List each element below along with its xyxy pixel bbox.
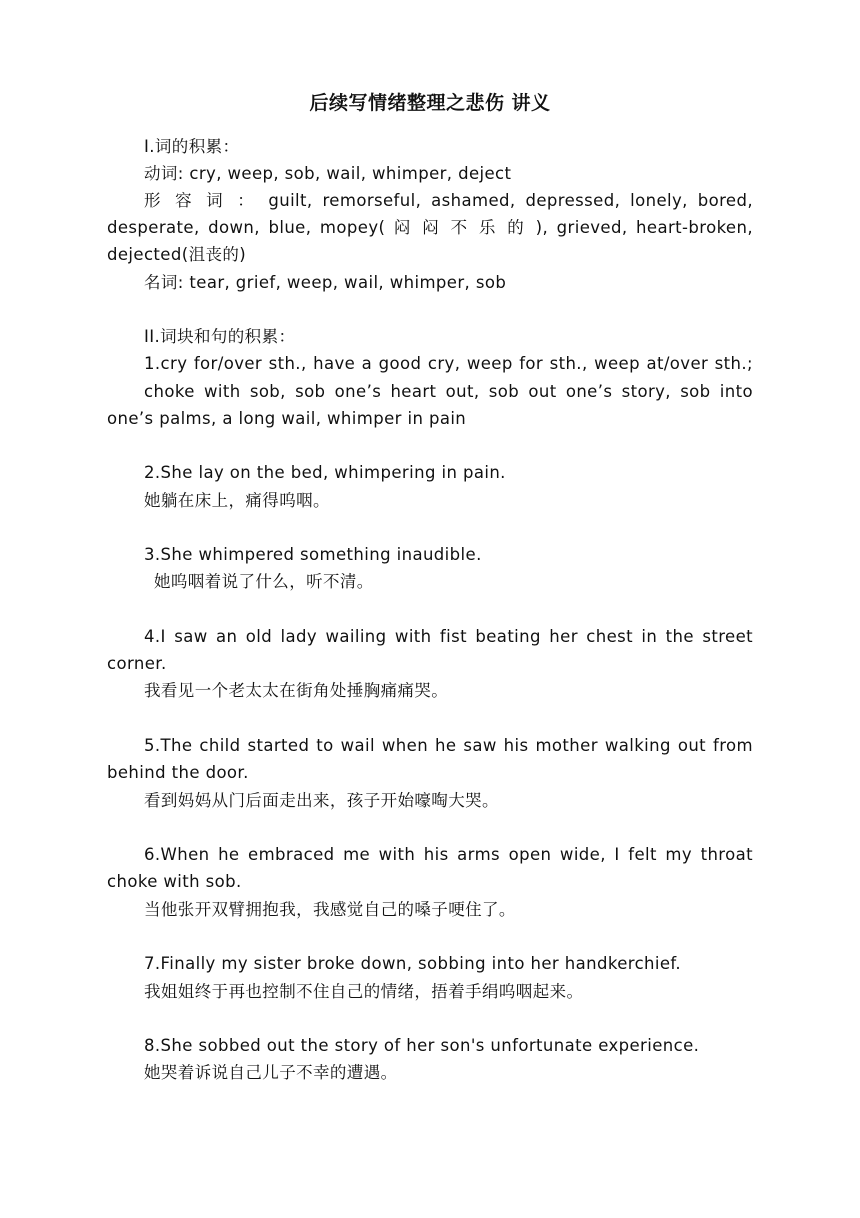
item6-chinese: 当他张开双臂拥抱我，我感觉自己的嗓子哽住了。 — [144, 900, 516, 919]
item1-line-2: choke with sob, sob one’s heart out, sob out one’s story, sob into — [144, 382, 753, 401]
item2-english: 2.She lay on the bed, whimpering in pain. — [144, 463, 506, 482]
section1-heading: I.词的积累： — [144, 137, 240, 156]
item8-english: 8.She sobbed out the story of her son's unfortunate experience. — [144, 1036, 700, 1055]
item5-english-line-1: 5.The child started to wail when he saw his mother walking out from — [144, 736, 753, 755]
item1-line-1: 1.cry for/over sth., have a good cry, weep for sth., weep at/over sth.; — [144, 354, 753, 373]
item3-english: 3.She whimpered something inaudible. — [144, 545, 482, 564]
item4-chinese: 我看见一个老太太在街角处捶胸痛痛哭。 — [144, 681, 449, 700]
item6-english-line-2: choke with sob. — [107, 872, 242, 891]
adjectives-line-3: dejected(沮丧的) — [107, 245, 247, 264]
item5-chinese: 看到妈妈从门后面走出来，孩子开始嚎啕大哭。 — [144, 791, 499, 810]
item6-english-line-1: 6.When he embraced me with his arms open wide, I felt my throat — [144, 845, 753, 864]
adjectives-line-1: 形 容 词 ： guilt, remorseful, ashamed, depressed, lonely, bored, — [144, 191, 753, 210]
item8-chinese: 她哭着诉说自己儿子不幸的遭遇。 — [144, 1063, 398, 1082]
section2-heading: II.词块和句的积累： — [144, 327, 296, 346]
page-title: 后续写情绪整理之悲伤 讲义 — [309, 92, 551, 114]
item1-line-3: one’s palms, a long wail, whimper in pain — [107, 409, 467, 428]
verbs-line: 动词: cry, weep, sob, wail, whimper, deject — [144, 164, 512, 183]
item7-english: 7.Finally my sister broke down, sobbing into her handkerchief. — [144, 954, 682, 973]
adjectives-line-2: desperate, down, blue, mopey( 闷 闷 不 乐 的 ), grieved, heart-broken, — [107, 218, 753, 237]
item7-chinese: 我姐姐终于再也控制不住自己的情绪，捂着手绢呜咽起来。 — [144, 982, 584, 1001]
nouns-line: 名词: tear, grief, weep, wail, whimper, sob — [144, 273, 507, 292]
item2-chinese: 她躺在床上，痛得呜咽。 — [144, 491, 330, 510]
item5-english-line-2: behind the door. — [107, 763, 249, 782]
item4-english-line-2: corner. — [107, 654, 167, 673]
item3-chinese: 她呜咽着说了什么，听不清。 — [154, 572, 374, 591]
item4-english-line-1: 4.I saw an old lady wailing with fist beating her chest in the street — [144, 627, 753, 646]
